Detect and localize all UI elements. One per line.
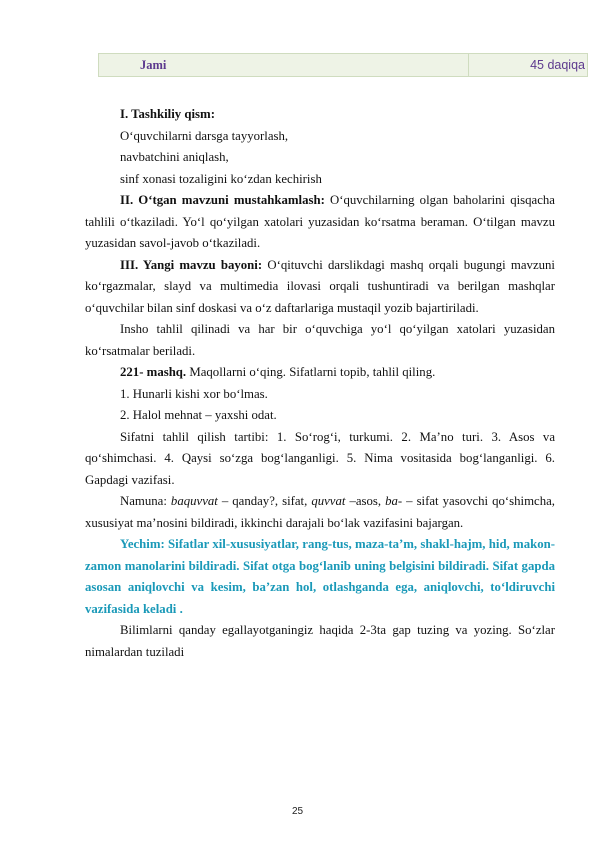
summary-table-label-cell (99, 54, 469, 76)
proverb-item: 2. Halol mehnat – yaxshi odat. (120, 408, 277, 422)
section3-paragraph-2: Insho tahlil qilinadi va har bir o‘quvchiga yo‘l qo‘yilgan xatolari yuzasidan ko‘rsatmalar beriladi. (85, 322, 555, 358)
proverb-item: 1. Hunarli kishi xor bo‘lmas. (120, 386, 268, 401)
section2-title: II. O‘tgan mavzuni mustahkamlash: (120, 193, 325, 207)
section1-title: I. Tashkiliy qism: (120, 107, 215, 121)
conclusion-paragraph: Yechim: Sifatlar xil-xususiyatlar, rang-tus, maza-ta’m, shakl-hajm, hid, makon-zamon manolarini bildiradi. Sifat otga bog‘lanib uning belgisini bildiradi. Sifat gapda asosan aniqlovchi va kesim, ba’zan hol, otlashganda ega, aniqlovchi, to‘ldiruvchi vazifasida keladi . (85, 537, 555, 616)
total-duration: 45 daqiqa (530, 58, 585, 72)
lesson-content (85, 104, 555, 663)
page-number: 25 (291, 806, 304, 817)
section1-item: sinf xonasi tozaligini ko‘zdan kechirish (120, 171, 322, 186)
analysis-order: Sifatni tahlil qilish tartibi: 1. So‘rog‘i, turkumi. 2. Ma’no turi. 3. Asos va qo‘shimchasi. 4. Qaysi so‘zga bog‘langanligi. 5. Nima vositasida bog‘langanligi. 6. Gapdagi vazifasi. (85, 429, 555, 487)
section2-paragraph: II. O‘tgan mavzuni mustahkamlash: O‘quvchilarning olgan baholarini qisqacha tahlili o‘tkaziladi. Yo‘l qo‘yilgan xatolari yuzasidan ko‘rsatma beraman. O‘tilgan mavzu yuzasidan savol-javob o‘tkaziladi. (85, 193, 555, 250)
exercise-title: 221- mashq. (120, 365, 187, 379)
summary-table (98, 53, 588, 77)
exercise-heading: 221- mashq. Maqollarni o‘qing. Sifatlarni topib, tahlil qiling. (120, 365, 436, 379)
total-label: Jami (140, 58, 167, 72)
task-paragraph: Bilimlarni qanday egallayotganingiz haqida 2-3ta gap tuzing va yozing. So‘zlar nimalardan tuziladi (85, 623, 555, 659)
section3-title: III. Yangi mavzu bayoni: (120, 257, 263, 272)
section3-paragraph: III. Yangi mavzu bayoni: O‘qituvchi darslikdagi mashq orqali bugungi mavzuni ko‘rgazmalar, slayd va multimedia ilovasi orqali tushuntiradi va berilgan mashqlar o‘quvchilar bilan sinf doskasi va o‘z daftarlariga mustaqil yozib bajartiriladi. (85, 257, 555, 315)
section1-item: O‘quvchilarni darsga tayyorlash, (120, 128, 289, 143)
section1-item: navbatchini aniqlash, (120, 150, 229, 164)
example-paragraph: Namuna: baquvvat – qanday?, sifat, quvvat –asos, ba- – sifat yasovchi qo‘shimcha, xususiyat ma’nosini bildiradi, ikkinchi darajali bo‘lak vazifasini bajargan. (85, 494, 556, 530)
